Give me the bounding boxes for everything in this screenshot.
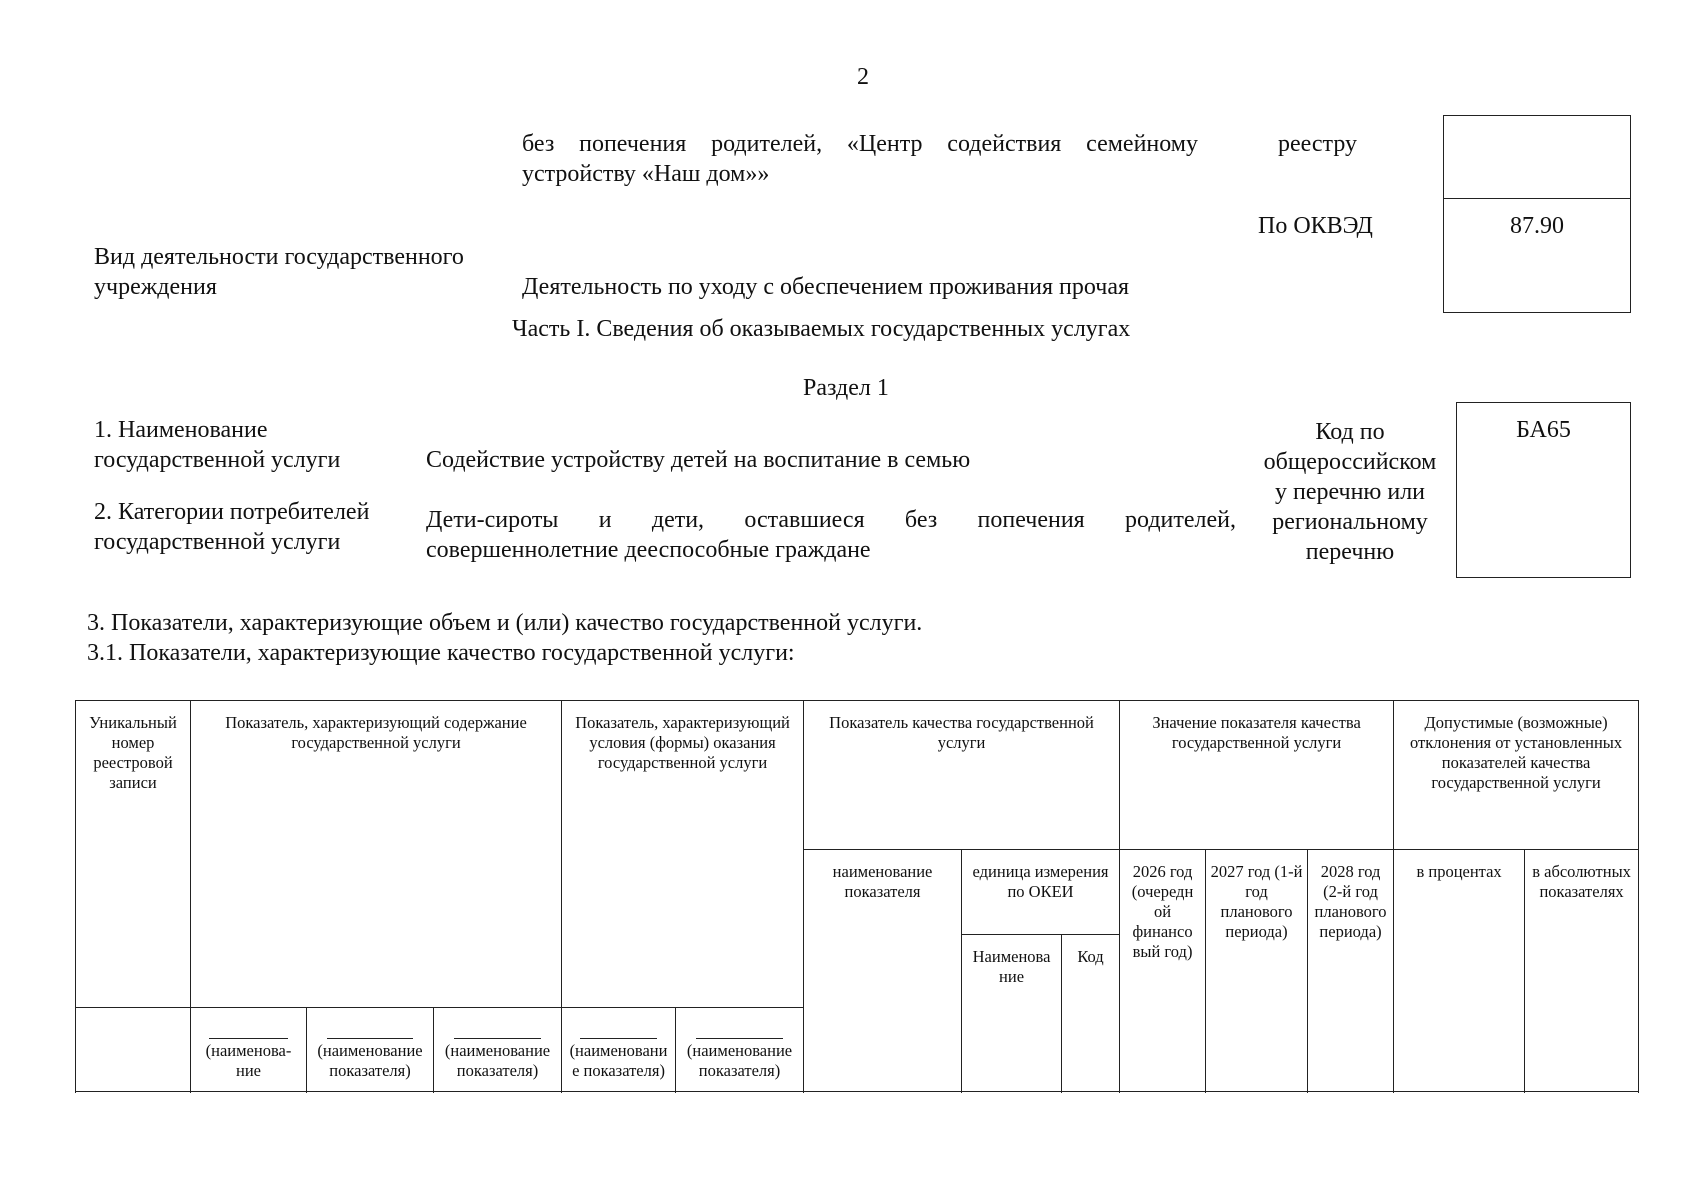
section-title: Раздел 1 [803, 375, 889, 401]
activity-value: Деятельность по уходу с обеспечением проживания прочая [522, 274, 1130, 300]
subheader-year-2028: 2028 год (2-й год планового периода) [1308, 850, 1394, 1092]
subheader-absolute: в абсолютных показателях [1525, 850, 1639, 1092]
header-unique-number: Уникальный номер реестровой записи [76, 701, 191, 1008]
header-allowed-deviation: Допустимые (возможные) отклонения от установленных показателей качества государственной услуги [1394, 701, 1639, 850]
unique-number-cell [76, 1008, 191, 1092]
subheader-indicator-name: наименование показателя [804, 850, 962, 1092]
header-indicator-value: Значение показателя качества государственной услуги [1120, 701, 1394, 850]
okved-label: По ОКВЭД [1258, 213, 1373, 239]
activity-label-line1: Вид деятельности государственного [94, 244, 464, 270]
category-label-line2: государственной услуги [94, 529, 341, 555]
content-indicator-2: (наименование показателя) [307, 1008, 434, 1092]
code-label-line4: региональному [1272, 509, 1428, 535]
subheader-unit-okei: единица измерения по ОКЕИ [962, 850, 1120, 935]
part-title: Часть I. Сведения об оказываемых государственных услугах [512, 316, 1131, 342]
indicators-heading-3-1: 3.1. Показатели, характеризующие качество государственной услуги: [87, 640, 795, 666]
page-number: 2 [857, 64, 869, 90]
category-value-line1: Дети-сироты и дети, оставшиеся без попечения родителей, [426, 507, 1236, 533]
content-indicator-1: (наименова- ние [191, 1008, 307, 1092]
code-label-line3: у перечню или [1274, 479, 1426, 505]
service-name-value: Содействие устройству детей на воспитание в семью [426, 447, 971, 473]
code-label-line5: перечню [1305, 539, 1395, 565]
service-name-label-line2: государственной услуги [94, 447, 341, 473]
subheader-unit-code: Код [1062, 935, 1120, 1092]
activity-label-line2: учреждения [94, 274, 217, 300]
code-label-line1: Код по [1315, 419, 1385, 445]
header-conditions-indicator: Показатель, характеризующий условия (формы) оказания государственной услуги [562, 701, 804, 1008]
condition-indicator-2: (наименование показателя) [676, 1008, 804, 1092]
header-quality-indicator: Показатель качества государственной услуги [804, 701, 1120, 850]
service-code-value: БА65 [1516, 417, 1571, 443]
indicators-heading-3: 3. Показатели, характеризующие объем и (или) качество государственной услуги. [87, 610, 923, 636]
content-indicator-3: (наименование показателя) [434, 1008, 562, 1092]
category-value-line2: совершеннолетние дееспособные граждане [426, 537, 871, 563]
subheader-percent: в процентах [1394, 850, 1525, 1092]
condition-indicator-1: (наименовани е показателя) [562, 1008, 676, 1092]
quality-indicators-table [75, 700, 1639, 1092]
codes-box-divider [1443, 198, 1631, 199]
code-label-line2: общероссийском [1263, 449, 1437, 475]
subheader-unit-name: Наименова ние [962, 935, 1062, 1092]
category-label-line1: 2. Категории потребителей [94, 499, 370, 525]
institution-name-line2: устройству «Наш дом»» [522, 161, 770, 187]
registry-label: реестру [1278, 131, 1358, 157]
subheader-year-2027: 2027 год (1-й год планового периода) [1206, 850, 1308, 1092]
service-name-label-line1: 1. Наименование [94, 417, 268, 443]
header-content-indicator: Показатель, характеризующий содержание государственной услуги [191, 701, 562, 1008]
institution-name-line1: без попечения родителей, «Центр содействия семейному [522, 131, 1198, 157]
okved-code: 87.90 [1510, 213, 1564, 239]
subheader-year-2026: 2026 год (очередн ой финансо вый год) [1120, 850, 1206, 1092]
